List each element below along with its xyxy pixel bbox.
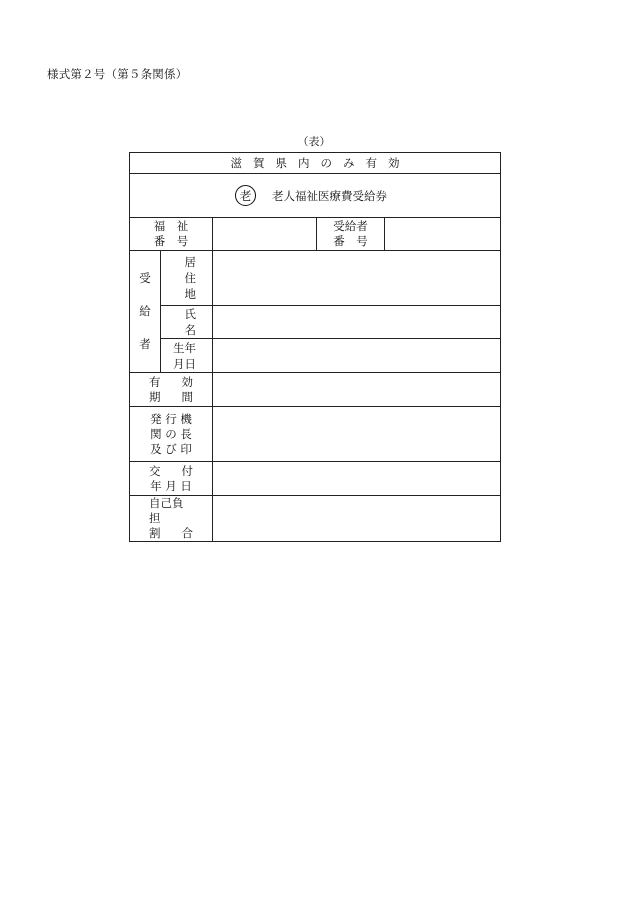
recipient-number-label-line2: 番 号 <box>333 234 368 248</box>
validity-char-4: 間 <box>181 389 193 404</box>
address-char-3: 地 <box>184 287 196 301</box>
copay-line-1: 自己負担 <box>149 496 184 525</box>
issuer-value <box>213 407 501 462</box>
validity-area-text: 滋賀県内のみ有効 <box>130 153 501 174</box>
address-char-2: 住 <box>184 271 196 285</box>
issuer-label <box>130 407 213 462</box>
recipient-group-label <box>130 251 161 373</box>
side-indicator-text: （表） <box>297 135 331 148</box>
recipient-char-2: 給 <box>139 304 151 318</box>
recipient-number-label-line1: 受給者 <box>333 219 368 233</box>
copay-char-2: 割 <box>149 526 161 540</box>
copay-char-3: 合 <box>181 526 193 540</box>
form-number: 様式第２号（第５条関係） <box>47 67 188 81</box>
side-indicator <box>0 133 630 149</box>
issue-date-char-2: 付 <box>181 463 193 478</box>
benefit-card-table <box>129 152 501 542</box>
issue-date-char-1: 交 <box>149 463 161 478</box>
recipient-char-1: 受 <box>139 271 151 285</box>
recipient-number-value <box>385 218 501 251</box>
welfare-number-value <box>213 218 317 251</box>
welfare-number-label-line1: 福 祉 <box>153 219 189 233</box>
name-char-1: 氏 <box>184 307 196 321</box>
welfare-number-label-line2: 番 号 <box>153 234 189 248</box>
recipient-number-label <box>317 218 385 251</box>
name-value <box>213 306 501 339</box>
issuer-line-1: 発 行 機 <box>150 411 192 426</box>
validity-period-value <box>213 373 501 407</box>
birthdate-value <box>213 339 501 373</box>
card-title: 老人福祉医療費受給券 <box>272 188 388 203</box>
card-title-cell <box>130 174 501 218</box>
validity-char-1: 有 <box>149 374 161 389</box>
copay-ratio-label <box>130 496 213 542</box>
copay-ratio-value <box>213 496 501 542</box>
issuer-line-3: 及 び 印 <box>150 441 192 456</box>
birthdate-line-1: 生年 <box>173 340 196 355</box>
address-char-1: 居 <box>184 255 196 269</box>
name-label <box>161 306 213 339</box>
issue-date-label <box>130 462 213 496</box>
birthdate-label <box>161 339 213 373</box>
validity-char-2: 効 <box>181 374 193 389</box>
recipient-char-3: 者 <box>139 337 151 351</box>
birthdate-line-2: 月日 <box>173 356 196 371</box>
welfare-number-label <box>130 218 213 251</box>
validity-char-3: 期 <box>149 389 161 404</box>
issue-date-value <box>213 462 501 496</box>
issue-date-line-2: 年 月 日 <box>150 478 192 493</box>
name-char-2: 名 <box>184 323 196 337</box>
validity-period-label <box>130 373 213 407</box>
elderly-circle-mark: 老 <box>235 185 256 206</box>
address-value <box>213 251 501 306</box>
address-label <box>161 251 213 306</box>
issuer-line-2: 関 の 長 <box>150 426 192 441</box>
